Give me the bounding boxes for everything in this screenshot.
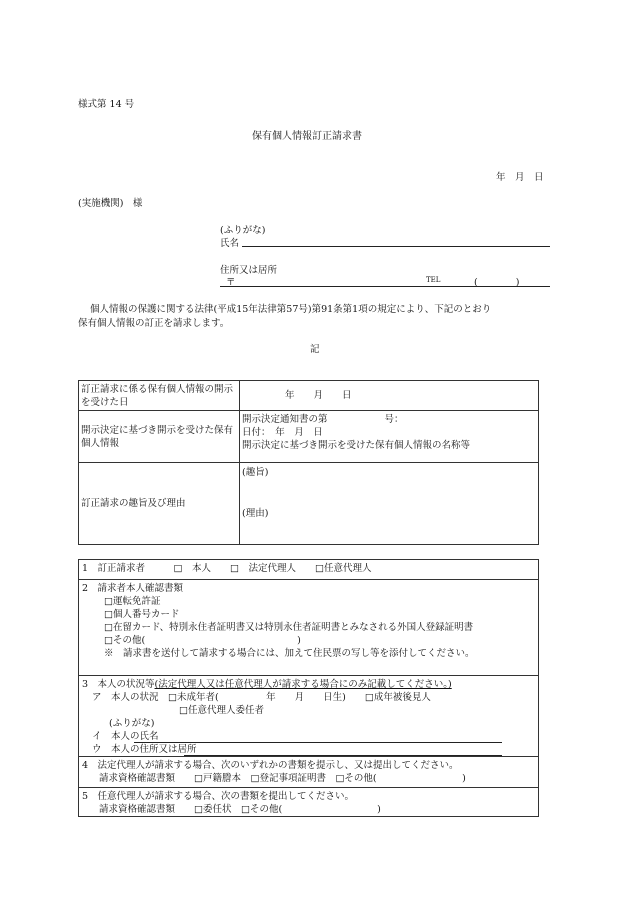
- ki-marker: 記: [310, 344, 320, 355]
- requester-type-options[interactable]: 1 訂正請求者 □ 本人 □ 法定代理人 □任意代理人: [82, 563, 372, 574]
- purpose-reason-cell[interactable]: [240, 463, 539, 545]
- addressee: (実施機関) 様: [78, 198, 143, 209]
- section-legal-agent: [79, 756, 538, 787]
- section-requester-type: [79, 560, 538, 579]
- legal-agent-heading: 4 法定代理人が請求する場合、次のいずれかの書類を提示し、又は提出してください。: [82, 760, 459, 771]
- section-voluntary-agent: [79, 787, 538, 816]
- disclosed-info-cell[interactable]: [240, 411, 539, 463]
- body-text-2: 保有個人情報の訂正を請求します。: [78, 318, 230, 329]
- notice-date: 日付： 年 月 日: [242, 427, 323, 438]
- id-docs-heading: 2 請求者本人確認書類: [82, 583, 184, 594]
- id-doc-mynumber[interactable]: □個人番号カード: [104, 609, 180, 620]
- form-number: 様式第 14 号: [78, 99, 135, 110]
- disclosure-date-value[interactable]: 年 月 日: [240, 381, 539, 411]
- voluntary-agent-heading: 5 任意代理人が請求する場合、次の書類を提出してください。: [82, 791, 355, 802]
- principal-name: イ 本人の氏名: [92, 731, 159, 742]
- date-line: 年 月 日: [496, 172, 544, 183]
- tel-label: TEL: [426, 276, 441, 284]
- id-doc-other[interactable]: □その他( ): [104, 635, 301, 646]
- supplementary-box: [78, 559, 539, 817]
- tel-parens: ( ): [474, 277, 520, 288]
- principal-heading-prefix: 3 本人の状況等: [82, 679, 155, 690]
- id-docs-note: ※ 請求書を送付して請求する場合には、加えて住民票の写し等を添付してください。: [104, 648, 475, 659]
- notice-number: 開示決定通知書の第 号：: [242, 414, 404, 425]
- disclosed-info-label: 開示決定に基づき開示を受けた保有個人情報: [79, 411, 240, 463]
- principal-heading-note: (法定代理人又は任意代理人が請求する場合にのみ記載してください。): [154, 679, 452, 690]
- legal-agent-docs[interactable]: 請求資格確認書類 □戸籍謄本 □登記事項証明書 □その他( ): [99, 773, 466, 784]
- id-doc-license[interactable]: □運転免許証: [104, 596, 161, 607]
- purpose-label: (趣旨): [242, 467, 269, 478]
- info-name: 開示決定に基づき開示を受けた保有個人情報の名称等: [242, 440, 471, 451]
- reason-label: (理由): [242, 508, 269, 519]
- furigana-label: (ふりがな): [220, 225, 266, 236]
- postal-mark: 〒: [226, 277, 236, 288]
- principal-furigana: (ふりがな): [109, 718, 155, 729]
- principal-status-line[interactable]: ア 本人の状況 □未成年者( 年 月 日生) □成年被後見人: [92, 692, 431, 703]
- section-principal-status: [79, 675, 538, 756]
- request-table: [78, 380, 539, 545]
- name-field[interactable]: [242, 246, 550, 247]
- principal-heading: [82, 678, 535, 691]
- body-text-1: 個人情報の保護に関する法律(平成15年法律第57号)第91条第1項の規定により、下記のとおり: [90, 304, 492, 315]
- address-label: 住所又は居所: [220, 265, 278, 276]
- principal-status-line2[interactable]: □任意代理人委任者: [179, 705, 264, 716]
- name-label: 氏名: [220, 238, 240, 249]
- page-title: 保有個人情報訂正請求書: [252, 131, 362, 142]
- section-id-docs: [79, 579, 538, 675]
- purpose-reason-label: 訂正請求の趣旨及び理由: [79, 463, 240, 545]
- id-doc-residence-card[interactable]: □在留カード、特別永住者証明書又は特別永住者証明書とみなされる外国人登録証明書: [104, 622, 474, 633]
- voluntary-agent-docs[interactable]: 請求資格確認書類 □委任状 □その他( ): [99, 804, 381, 815]
- principal-address: ウ 本人の住所又は居所: [92, 744, 197, 755]
- address-field[interactable]: [220, 286, 550, 287]
- disclosure-date-label: 訂正請求に係る保有個人情報の開示を受けた日: [79, 381, 240, 411]
